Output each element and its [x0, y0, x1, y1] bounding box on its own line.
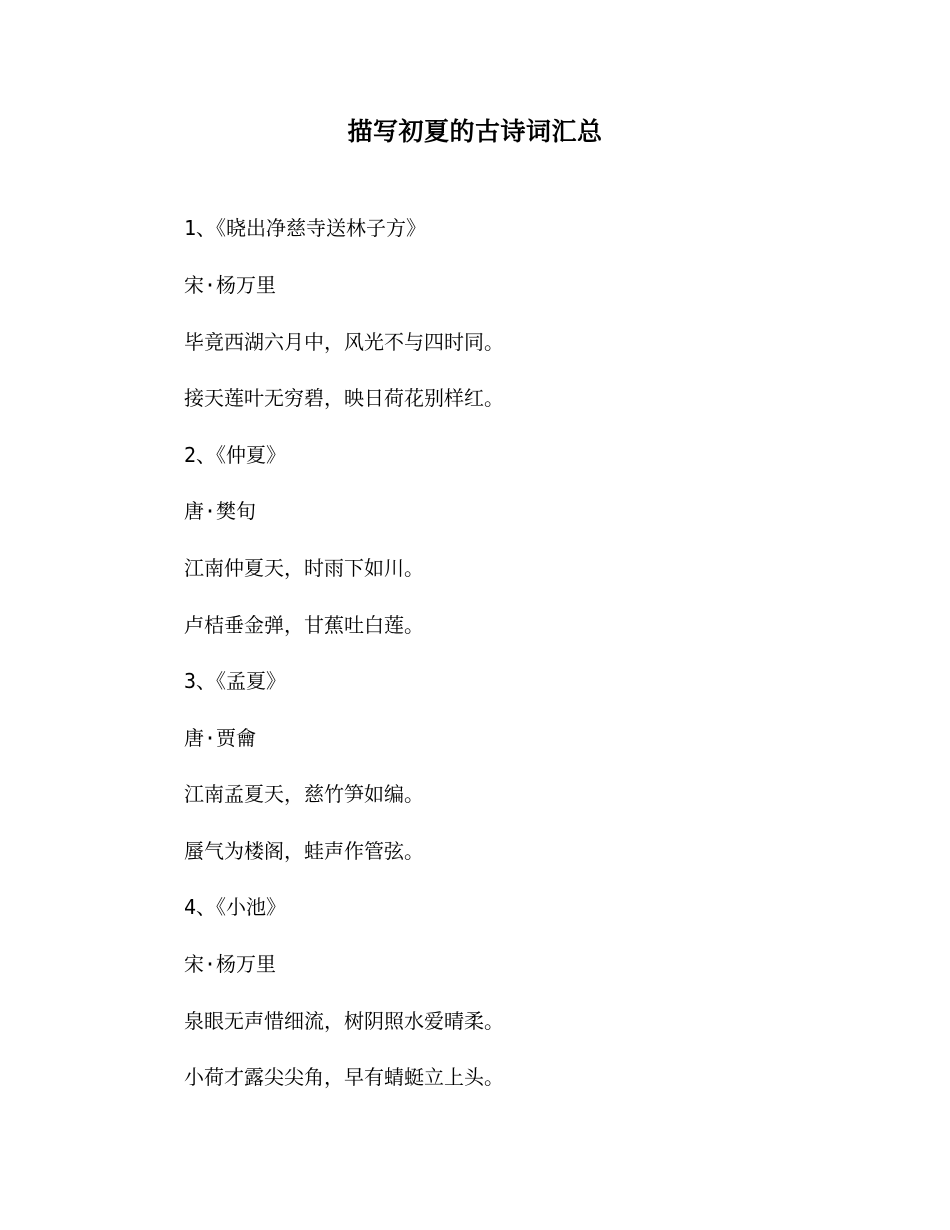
poem-1-heading: 1、《晓出净慈寺送林子方》: [184, 216, 427, 240]
poem-3-heading: 3、《孟夏》: [184, 669, 287, 693]
poem-2-heading: 2、《仲夏》: [184, 443, 287, 467]
document-title: 描写初夏的古诗词汇总: [347, 117, 603, 146]
poem-4-line-2: 小荷才露尖尖角，早有蜻蜓立上头。: [184, 1065, 504, 1089]
poem-3-line-2: 蜃气为楼阁，蛙声作管弦。: [184, 839, 424, 863]
poem-4-line-1: 泉眼无声惜细流，树阴照水爱晴柔。: [184, 1009, 504, 1033]
poem-2-author: 唐·樊旬: [184, 499, 257, 523]
poem-4-heading: 4、《小池》: [184, 895, 287, 919]
poem-3-author: 唐·贾龠: [184, 726, 257, 750]
poem-2-line-2: 卢桔垂金弹，甘蕉吐白莲。: [184, 613, 424, 637]
poem-1-author: 宋·杨万里: [184, 273, 277, 297]
poem-3-line-1: 江南孟夏天，慈竹笋如编。: [184, 782, 424, 806]
poem-2-line-1: 江南仲夏天，时雨下如川。: [184, 556, 424, 580]
poem-1-line-1: 毕竟西湖六月中，风光不与四时同。: [184, 330, 504, 354]
poem-1-line-2: 接天莲叶无穷碧，映日荷花别样红。: [184, 386, 504, 410]
poem-4-author: 宋·杨万里: [184, 952, 277, 976]
